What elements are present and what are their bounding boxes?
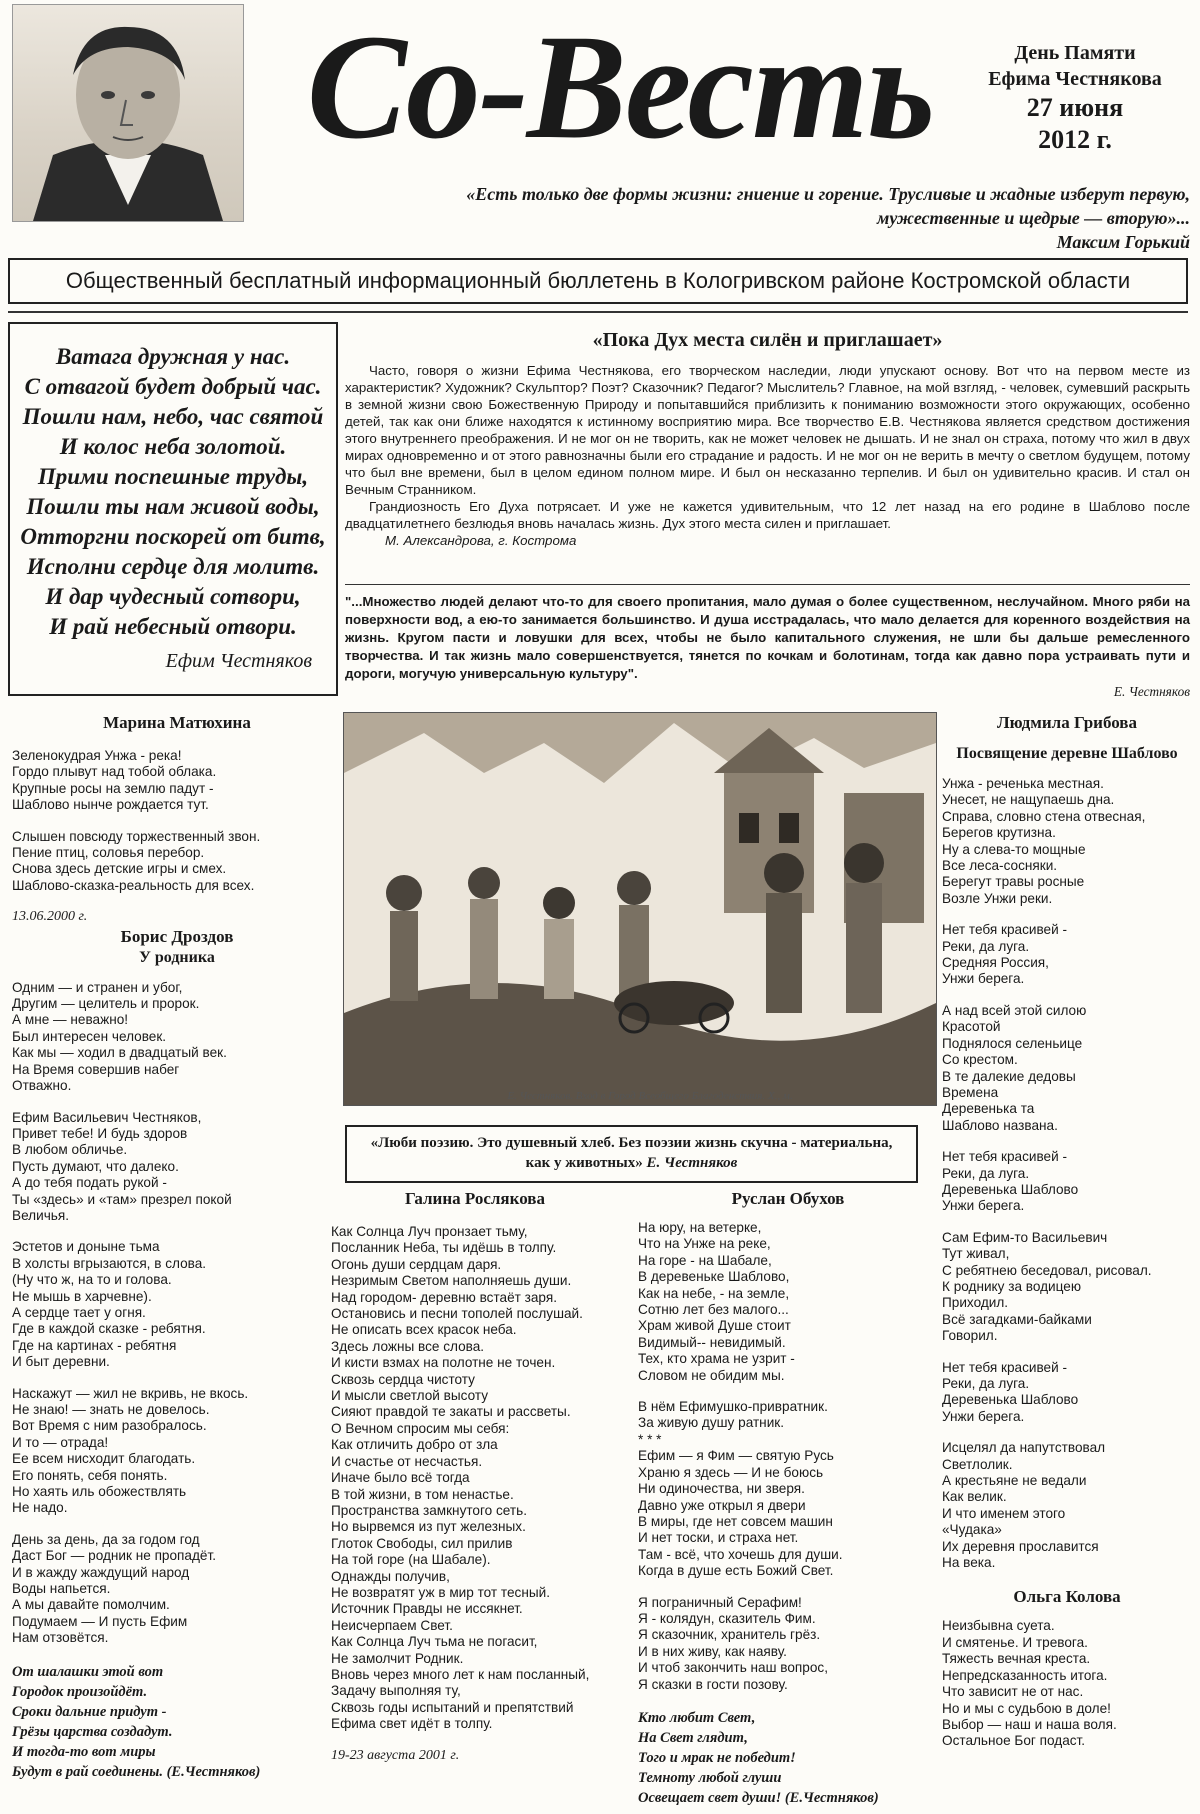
poem-line: И колос неба золотой. — [59, 434, 287, 459]
closing-verse: От шалашки этой вот Городок произойдёт. Сроки дальние придут - Грёзы царства создадут. И тогда-то вот миры Будут в рай соединены. (Е.Честняков) — [12, 1663, 261, 1780]
stanza: Ефим Васильевич Честняков, Привет тебе! И будь здоров В любом обличье. Пусть думают, что далеко. А до тебя подать рукой - Ты «здесь» и «там» презрел покой Величья. — [12, 1109, 232, 1223]
epigraph-line: мужественные и щедрые — вторую»... — [877, 208, 1190, 228]
stanza: Исцелял да напутствовал Светлолик. А крестьяне не ведали Как велик. И что именем этого «Чудака» Их деревня прославится На века. — [942, 1440, 1106, 1571]
painting-illustration — [343, 712, 937, 1106]
poem-line: Исполни сердце для молитв. — [26, 554, 320, 579]
featured-poem — [8, 322, 338, 696]
article-headline: «Пока Дух места силён и приглашает» — [592, 329, 943, 351]
memorial-line: Ефима Честнякова — [988, 68, 1162, 90]
stanza: Нет тебя красивей - Реки, да луга. Средняя Россия, Унжи берега. — [942, 922, 1068, 987]
quote-signature: Е. Честняков — [1113, 684, 1190, 699]
memorial-line: День Памяти — [1014, 42, 1136, 64]
poem-author: Марина Матюхина — [103, 713, 251, 732]
portrait-photo — [12, 4, 244, 222]
bulletin-subtitle: Общественный бесплатный информационный бюллетень в Кологривском районе Костромской области — [8, 258, 1188, 304]
poem-signature: Ефим Честняков — [165, 650, 312, 672]
stanza: День за день, да за годом год Даст Бог — родник не пропадёт. И в жажду жаждущий народ Воды напьется. А мы давайте помолчим. Подумаем — И пусть Ефим Нам отзовётся. — [12, 1531, 216, 1646]
poem-author: Ольга Колова — [1013, 1587, 1121, 1607]
poem-title: Посвящение деревне Шаблово — [956, 745, 1178, 762]
poem-line: Пошли ты нам живой воды, — [26, 494, 320, 519]
poem-title: У родника — [139, 948, 215, 966]
poem-line: И дар чудесный сотвори, — [45, 584, 301, 609]
portrait-illustration — [13, 5, 243, 221]
poetry-quote-text: «Люби поэзию. Это душевный хлеб. Без поэзии жизнь скучна - материальна, как у животных» — [370, 1135, 893, 1171]
epigraph — [300, 182, 1190, 254]
memorial-year: 2012 г. — [1038, 125, 1112, 154]
main-article — [345, 326, 1190, 549]
illustration-caption: Е. Честняков. Вход в Город Всеобщего Благоденствия. Х., м. — [507, 1090, 793, 1102]
epigraph-line: «Есть только две формы жизни: гниение и горение. Трусливые и жадные изберут первую, — [466, 184, 1190, 204]
left-column — [12, 712, 342, 1782]
painting-sketch — [344, 713, 936, 1105]
article-paragraph: Грандиозность Его Духа потрясает. И уже не кажется удивительным, что 12 лет назад на его родине в Шаблово после двадцатилетнего безлюдья вновь началась жизнь. Дух этого места силен и приглашает. — [345, 499, 1190, 531]
stanza: Нет тебя красивей - Реки, да луга. Деревенька Шаблово Унжи берега. — [942, 1149, 1079, 1214]
middle-left-column — [325, 1188, 625, 1764]
quote-text: "...Множество людей делают что-то для своего пропитания, мало думая о более существенном, неслучайном. Много ряби на поверхности вод, а ею-то занимается большинство. И душа исстрадалась, что мало делается для коренного воздействия на жизнь. Кругом пасти и ловушки для всех, чтобы не было капитального служения, не шли бы дальше ремесленного творчества. И так жизнь мало совершенствуется, тянется по кочкам и болотинам, тогда как давно пора устраивать пути и дороги, могучую универсальную культуру". — [345, 594, 1190, 681]
poem-author: Борис Дроздов — [120, 926, 234, 946]
chestnyakov-quote — [345, 584, 1190, 701]
stanza: Неизбывна суета. И смятенье. И тревога. Тяжесть вечная креста. Непредсказанность итога. Что зависит не от нас. Но и мы с судьбою в доле! Выбор — наш и наша воля. Остальное Бог подаст. — [942, 1618, 1117, 1749]
stanza: На юру, на ветерке, Что на Унже на реке, На горе - на Шабале, В деревеньке Шаблово, Как на небе, - на земле, Сотню лет без малого... Храм живой Душе стоит Видимый-- невидимый. Тех, кто храма не узрит - Словом не обидим мы. — [638, 1220, 795, 1383]
closing-verse: Кто любит Свет, На Свет глядит, Того и мрак не победит! Темноту любой глуши Освещает свет души! (Е.Честняков) — [638, 1709, 879, 1806]
poem-line: Ватага дружная у нас. — [55, 344, 291, 369]
poem-line: Отторгни поскорей от битв, — [20, 524, 326, 549]
stanza: А над всей этой силою Красотой Поднялося селеньице Со крестом. В те далекие дедовы Времена Деревенька та Шаблово названа. — [942, 1002, 1087, 1133]
stanza: Зеленокудрая Унжа - река! Гордо плывут над тобой облака. Крупные росы на землю падут - Шаблово нынче рождается тут. — [12, 748, 217, 813]
poem-line: И рай небесный отвори. — [49, 614, 297, 639]
stanza: Одним — и странен и убог, Другим — целитель и пророк. А мне — неважно! Был интересен человек. Как мы — ходил в двадцатый век. На Время совершив набег Отважно. — [12, 979, 227, 1094]
memorial-date: 27 июня — [1026, 93, 1124, 122]
poem-line: Прими поспешные труды, — [37, 464, 309, 489]
divider — [8, 311, 1188, 313]
memorial-date-block — [955, 40, 1195, 156]
poem-line: Пошли нам, небо, час святой — [22, 404, 324, 429]
poem-author: Галина Рослякова — [405, 1189, 545, 1208]
stanza: Слышен повсюду торжественный звон. Пение птиц, соловья перебор. Снова здесь детские игры и смех. Шаблово-сказка-реальность для всех. — [12, 828, 261, 893]
poem-date: 19-23 августа 2001 г. — [331, 1747, 460, 1763]
article-signature: М. Александрова, г. Кострома — [385, 533, 577, 548]
poetry-quote-signature: Е. Честняков — [646, 1155, 738, 1171]
stanza: Я пограничный Серафим! Я - колядун, сказитель Фим. Я сказочник, хранитель грёз. И в них живу, как наяву. И чтоб закончить наш вопрос, Я сказки в гости позову. — [638, 1594, 828, 1692]
poetry-quote — [345, 1125, 918, 1183]
poem-line: С отвагой будет добрый час. — [24, 374, 322, 399]
poem-text: Как Солнца Луч пронзает тьму, Посланник Неба, ты идёшь в толпу. Огонь души сердцам даря. Незримым Светом наполняешь души. Над городом- деревню встаёт заря. Остановись и песни тополей послушай. Не описать всех красок неба. Здесь ложны все слова. И кисти взмах на полотне не точен. Сквозь сердца чистоту И мысли светлой высоту Сияют правдой те закаты и рассветы. О Вечном спросим мы себя: Как отличить добро от зла И счастье от несчастья. Иначе было всё тогда В той жизни, в том ненастье. Пространства замкнутого сеть. Но вырвемся из пут железных. Глоток Свободы, сил прилив На той горе (на Шабале). Однажды получив, Не возвратят уж в мир тот тесный. Источник Правды не иссякнет. Неисчерпаем Свет. Как Солнца Луч тьма не погасит, Не замолчит Родник. Вновь через много лет к нам посланный, Задачу выполняя ту, Сквозь годы испытаний и препятствий Ефима свет идёт в толпу. — [331, 1224, 590, 1732]
newspaper-title: Со-Весть — [306, 4, 934, 170]
stanza: Эстетов и доныне тьма В холсты вгрызаются, в слова. (Ну что ж, на то и голова. Не мышь в харчевне). А сердце тает у огня. Где в каждой сказке - ребятня. Где на картинах - ребятня И быт деревни. — [12, 1239, 207, 1370]
poem-author: Руслан Обухов — [731, 1189, 845, 1208]
poem-author: Людмила Грибова — [997, 713, 1137, 732]
stanza: Нет тебя красивей - Реки, да луга. Деревенька Шаблово Унжи берега. — [942, 1359, 1079, 1424]
stanza: Унжа - реченька местная. Унесет, не нащупаешь дна. Справа, словно стена отвесная, Берегов крутизна. Ну а слева-то мощные Все леса-сосняки. Берегут травы росные Возле Унжи реки. — [942, 776, 1146, 906]
epigraph-author: Максим Горький — [1056, 232, 1190, 252]
stanza: В нём Ефимушко-привратник. За живую душу ратник. * * * Ефим — я Фим — святую Русь Храню я здесь — И не боюсь Ни одиночества, ни зверя. Давно уже открыл я двери В миры, где нет совсем машин И нет тоски, и страха нет. Там - всё, что хочешь для души. Когда в душе есть Божий Свет. — [638, 1399, 843, 1579]
right-column — [942, 712, 1192, 1765]
middle-right-column — [638, 1188, 938, 1808]
article-paragraph: Часто, говоря о жизни Ефима Честнякова, его творческом наследии, люди упускают основу. Вот что на первом месте из характеристик? Художник? Скульптор? Поэт? Сказочник? Педагог? Мыслитель? Главное, на мой взгляд, - человек, сумевший раскрыть в земной жизни свою Божественную Природу и попытавшийся приблизить к пониманию возможности этого окружающих, особенно детей, так как они ближе находятся к истинному восприятию мира. Все творчество Е.В. Честнякова является средством достижения этого внутреннего преображения. И не мог он не творить, как не может человек не дышать. И не знал он страха, потому что жил в двух мирах одновременно и от этого равнозначны были его страдание и радость. И не мог он не верить в мечту о светлом будущем, потому что был вне времени, был в целом едином полном мире. И был он несказанно терпелив. И был он удивительно красив. И стал он Вечным Странником. — [345, 363, 1190, 497]
stanza: Наскажут — жил не вкривь, не вкось. Не знаю! — знать не довелось. Вот Время с ним разобралось. И то — отрада! Ее всем нисходит благодать. Его понять, себя понять. Но хаять иль обожествлять Не надо. — [12, 1385, 249, 1516]
poem-date: 13.06.2000 г. — [12, 909, 88, 925]
stanza: Сам Ефим-то Васильевич Тут живал, С ребятнею беседовал, рисовал. К роднику за водицею Приходил. Всё загадками-байками Говорил. — [942, 1229, 1152, 1344]
